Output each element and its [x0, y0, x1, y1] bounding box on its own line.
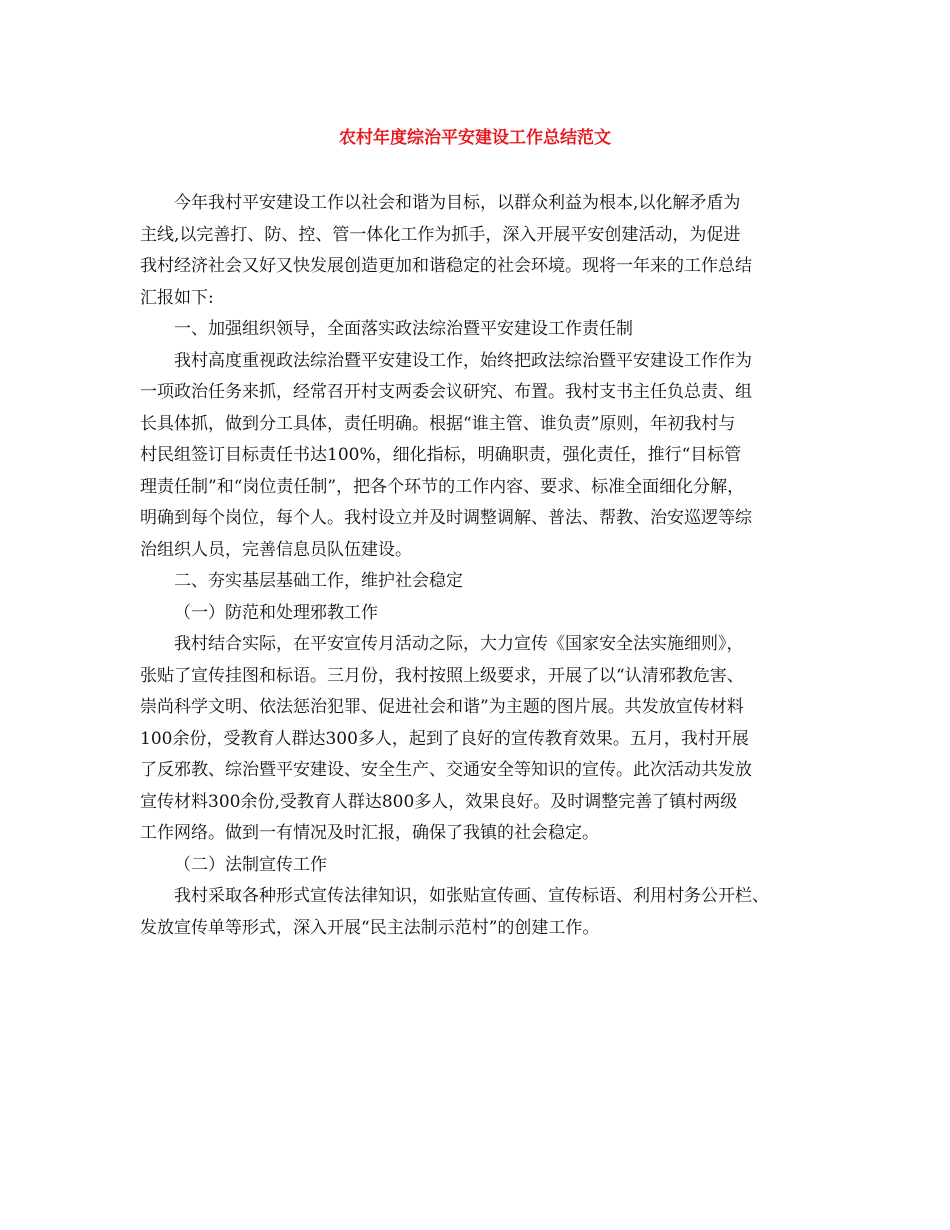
text-line: 村民组签订目标责任书达100%，细化指标，明确职责，强化责任，推行“目标管	[140, 445, 742, 465]
text-line: 明确到每个岗位，每个人。我村设立并及时调整调解、普法、帮教、治安巡逻等综	[140, 508, 752, 528]
text-line: 二、夯实基层基础工作，维护社会稳定	[174, 571, 463, 591]
text-line: 治组织人员，完善信息员队伍建设。	[140, 539, 412, 560]
document-title: 农村年度综治平安建设工作总结范文	[339, 128, 611, 148]
text-line: 一、加强组织领导，全面落实政法综治暨平安建设工作责任制	[174, 319, 633, 339]
text-line: 我村结合实际，在平安宣传月活动之际，大力宣传《国家安全法实施细则》，	[174, 634, 744, 654]
text-line: 汇报如下:	[140, 287, 214, 308]
text-line: （一）防范和处理邪教工作	[174, 602, 378, 623]
text-line: 我村高度重视政法综治暨平安建设工作，始终把政法综治暨平安建设工作作为	[174, 350, 752, 371]
text-line: 100余份，受教育人群达300多人，起到了良好的宣传教育效果。五月，我村开展	[140, 728, 749, 749]
text-line: 我村采取各种形式宣传法律知识，如张贴宣传画、宣传标语、利用村务公开栏、	[174, 886, 769, 906]
text-line: 发放宣传单等形式，深入开展“民主法制示范村”的创建工作。	[140, 917, 600, 938]
text-line: 今年我村平安建设工作以社会和谐为目标，以群众利益为根本,以化解矛盾为	[174, 193, 741, 213]
text-line: 工作网络。做到一有情况及时汇报，确保了我镇的社会稳定。	[140, 823, 599, 843]
text-line: 宣传材料300余份,受教育人群达800多人，效果良好。及时调整完善了镇村两级	[140, 791, 738, 812]
text-line: 崇尚科学文明、依法惩治犯罪、促进社会和谐”为主题的图片展。共发放宣传材料	[140, 697, 744, 717]
document-body	[140, 188, 840, 944]
text-line: 我村经济社会又好又快发展创造更加和谐稳定的社会环境。现将一年来的工作总结	[140, 256, 752, 276]
text-line: 张贴了宣传挂图和标语。三月份，我村按照上级要求，开展了以“认清邪教危害、	[140, 665, 744, 686]
text-line: （二）法制宣传工作	[174, 854, 327, 875]
text-line: 一项政治任务来抓，经常召开村支两委会议研究、布置。我村支书主任负总责、组	[140, 382, 752, 402]
text-line: 主线,以完善打、防、控、管一体化工作为抓手，深入开展平安创建活动，为促进	[140, 224, 741, 245]
text-line: 了反邪教、综治暨平安建设、安全生产、交通安全等知识的宣传。此次活动共发放	[140, 760, 752, 780]
text-line: 长具体抓，做到分工具体，责任明确。根据“谁主管、谁负责”原则，年初我村与	[140, 413, 736, 434]
text-line: 理责任制”和“岗位责任制”，把各个环节的工作内容、要求、标准全面细化分解，	[140, 476, 745, 497]
